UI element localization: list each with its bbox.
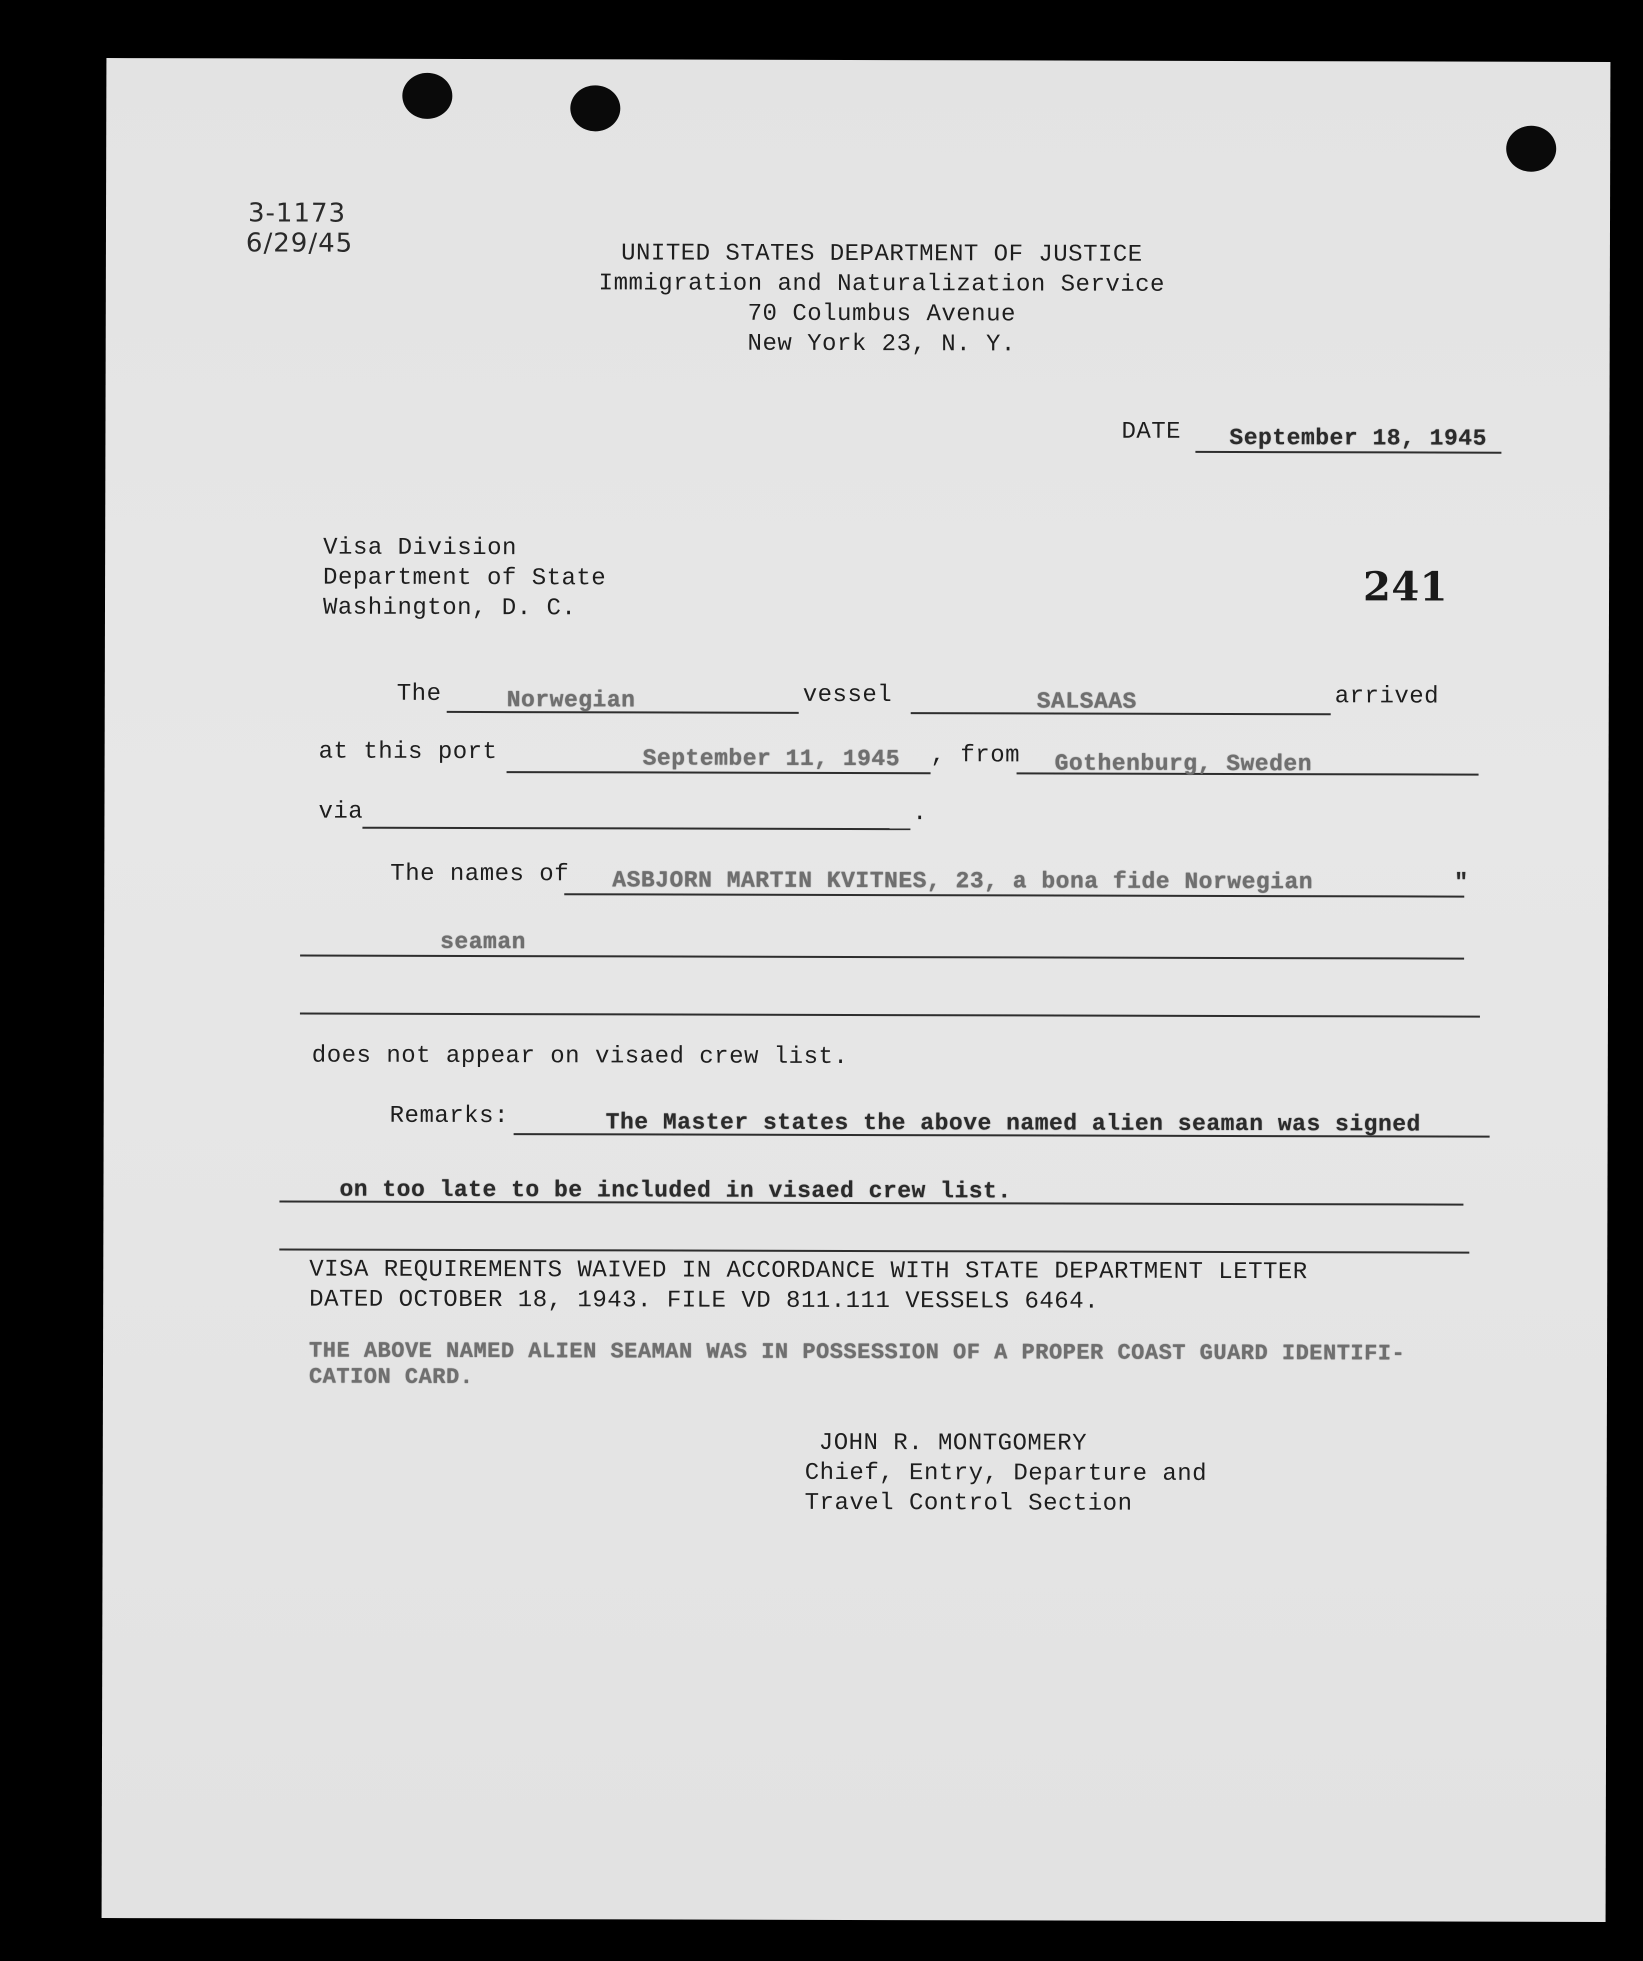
stamped-file-number: 241 bbox=[1362, 563, 1449, 611]
letterhead bbox=[532, 239, 1232, 361]
letterhead-department: UNITED STATES DEPARTMENT OF JUSTICE bbox=[621, 240, 1143, 269]
signatory-title-2: Travel Control Section bbox=[804, 1489, 1133, 1518]
letterhead-city: New York 23, N. Y. bbox=[747, 330, 1016, 359]
signatory-name: JOHN R. MONTGOMERY bbox=[818, 1429, 1088, 1458]
addressee-department: Department of State bbox=[323, 564, 607, 593]
punch-hole bbox=[1506, 126, 1556, 172]
names-rule-3 bbox=[300, 1013, 1480, 1018]
arrived-label: arrived bbox=[1334, 683, 1440, 711]
addressee-division: Visa Division bbox=[323, 534, 517, 563]
names-end-mark: " bbox=[1454, 869, 1469, 896]
names-rule-2 bbox=[300, 955, 1464, 960]
date-label: DATE bbox=[1121, 418, 1182, 446]
date-value: September 18, 1945 bbox=[1229, 424, 1487, 452]
arrival-date: September 11, 1945 bbox=[642, 745, 901, 773]
vessel-name: SALSAAS bbox=[1036, 688, 1137, 715]
via-end: . bbox=[912, 800, 928, 828]
punch-hole bbox=[402, 73, 452, 119]
handwritten-file-number: 3-1173 bbox=[247, 198, 347, 229]
punch-hole bbox=[570, 85, 620, 131]
origin-port: Gothenburg, Sweden bbox=[1054, 750, 1313, 778]
seaman-occupation: seaman bbox=[440, 928, 526, 956]
document-page bbox=[102, 58, 1611, 1922]
vessel-nationality: Norwegian bbox=[506, 687, 636, 714]
coast-guard-line-2: CATION CARD. bbox=[308, 1364, 474, 1390]
signatory-title-1: Chief, Entry, Departure and bbox=[804, 1459, 1208, 1488]
remarks-line-2: on too late to be included in visaed crew list. bbox=[339, 1176, 1012, 1205]
from-label: , from bbox=[930, 742, 1021, 770]
via-label: via bbox=[318, 798, 364, 826]
coast-guard-line-1: THE ABOVE NAMED ALIEN SEAMAN WAS IN POSSESSION OF A PROPER COAST GUARD IDENTIFI- bbox=[309, 1338, 1406, 1367]
via-rule bbox=[362, 827, 910, 830]
letterhead-service: Immigration and Naturalization Service bbox=[598, 270, 1166, 299]
vessel-the-label: The bbox=[396, 680, 442, 708]
vessel-label: vessel bbox=[802, 681, 893, 710]
waiver-line-2: DATED OCTOBER 18, 1943. FILE VD 811.111 VESSELS 6464. bbox=[309, 1286, 1100, 1316]
handwritten-date: 6/29/45 bbox=[245, 228, 354, 259]
remarks-line-1: The Master states the above named alien seaman was signed bbox=[605, 1109, 1421, 1138]
port-label: at this port bbox=[318, 738, 498, 767]
names-label: The names of bbox=[390, 860, 570, 889]
remarks-label: Remarks: bbox=[389, 1102, 509, 1131]
seaman-name: ASBJORN MARTIN KVITNES, 23, a bona fide Norwegian bbox=[612, 867, 1314, 896]
crew-list-statement: does not appear on visaed crew list. bbox=[311, 1042, 849, 1071]
remarks-rule-3 bbox=[279, 1248, 1469, 1253]
waiver-line-1: VISA REQUIREMENTS WAIVED IN ACCORDANCE WITH STATE DEPARTMENT LETTER bbox=[309, 1256, 1308, 1287]
letterhead-street: 70 Columbus Avenue bbox=[747, 300, 1016, 329]
addressee-city: Washington, D. C. bbox=[322, 594, 577, 623]
